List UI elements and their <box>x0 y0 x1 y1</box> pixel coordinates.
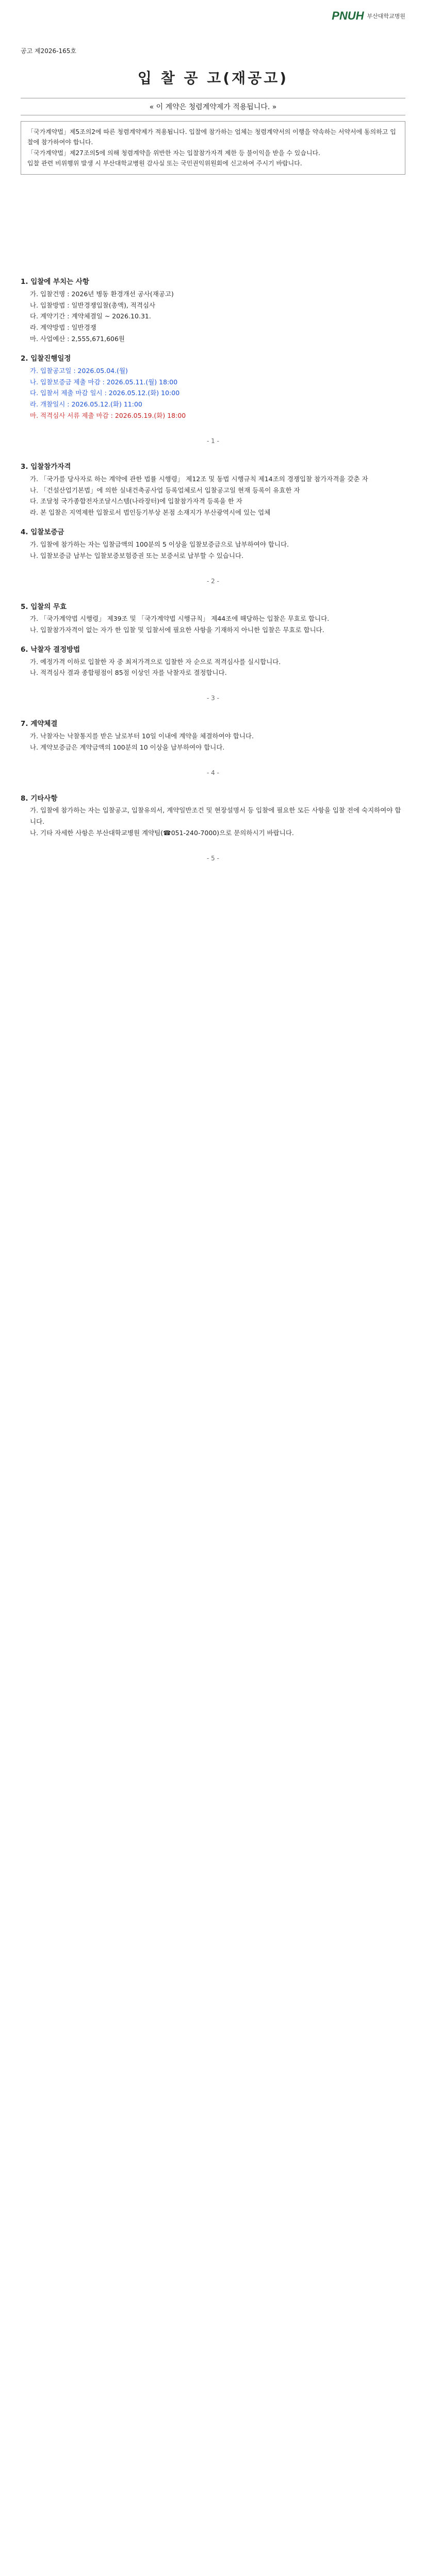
section-line: 다. 조달청 국가종합전자조달시스템(나라장터)에 입찰참가자격 등록을 한 자 <box>30 497 242 505</box>
notice-number: 공고 제2026-165호 <box>21 47 76 55</box>
section-line: 라. 계약방법 : 일반경쟁 <box>30 324 96 332</box>
section-line: 나. 적격심사 결과 종합평점이 85점 이상인 자를 낙찰자로 결정합니다. <box>30 669 227 677</box>
section <box>21 461 405 518</box>
section-line: 가. 「국가계약법 시행령」 제39조 및 「국가계약법 시행규칙」 제44조에 해당하는 입찰은 무효로 합니다. <box>30 615 330 623</box>
page-number: - 3 - <box>207 694 219 702</box>
document-body <box>21 268 405 878</box>
logo-text: 부산대학교병원 <box>367 13 405 20</box>
section-heading: 5. 입찰의 무효 <box>21 602 67 611</box>
section <box>21 644 405 679</box>
section-line: 가. 「국가를 당사자로 하는 계약에 관한 법률 시행령」 제12조 및 동법 시행규칙 제14조의 경쟁입찰 참가자격을 갖춘 자 <box>30 474 368 483</box>
section-heading: 7. 계약체결 <box>21 720 58 728</box>
section-line: 나. 입찰보증금 납부는 입찰보증보험증권 또는 보증서로 납부할 수 있습니다. <box>30 551 244 560</box>
logo-mark: PNUH <box>332 9 364 22</box>
section <box>21 793 405 839</box>
section <box>21 527 405 561</box>
page-number: - 2 - <box>207 577 219 585</box>
section-line: 나. 계약보증금은 계약금액의 100분의 10 이상을 납부하여야 합니다. <box>30 743 225 751</box>
section-heading: 1. 입찰에 부치는 사항 <box>21 278 89 286</box>
section-line: 나. 「건설산업기본법」에 의한 실내건축공사업 등록업체로서 입찰공고일 현재 등록이 유효한 자 <box>30 486 300 494</box>
document-title: 입 찰 공 고(재공고) <box>137 70 289 87</box>
section-line: 가. 낙찰자는 낙찰통지를 받은 날로부터 10일 이내에 계약을 체결하여야 합니다. <box>30 732 254 740</box>
section-line: 마. 사업예산 : 2,555,671,606원 <box>30 335 125 343</box>
section-line: 가. 입찰에 참가하는 자는 입찰공고, 입찰유의서, 계약일반조건 및 현장설명서 등 입찰에 필요한 모든 사항을 입찰 전에 숙지하여야 합니다. <box>30 806 401 826</box>
section <box>21 718 405 753</box>
section <box>21 601 405 636</box>
page-number: - 5 - <box>207 854 219 862</box>
page-number: - 4 - <box>207 769 219 776</box>
section-line: 가. 입찰공고일 : 2026.05.04.(월) <box>30 366 128 375</box>
section-heading: 3. 입찰참가자격 <box>21 463 71 471</box>
hospital-logo <box>332 9 405 23</box>
section-heading: 4. 입찰보증금 <box>21 528 64 537</box>
section-line: 나. 입찰방법 : 일반경쟁입찰(총액), 적격심사 <box>30 301 156 309</box>
section-line: 가. 입찰에 참가하는 자는 입찰금액의 100분의 5 이상을 입찰보증금으로 납부하여야 합니다. <box>30 540 289 548</box>
intro-line: 「국가계약법」제5조의2에 따른 청렴계약제가 적용됩니다. 입찰에 참가하는 업체는 청렴계약서의 이행을 약속하는 서약서에 동의하고 입찰에 참가하여야 합니다. <box>27 128 396 146</box>
section <box>21 353 405 421</box>
section-line: 나. 기타 자세한 사항은 부산대학교병원 계약팀(☎051-240-7000)으로 문의하시기 바랍니다. <box>30 829 294 837</box>
section <box>21 276 405 345</box>
intro-line: 「국가계약법」제27조의5에 의해 청렴계약을 위반한 자는 입찰참가자격 제한 등 불이익을 받을 수 있습니다. <box>27 149 320 157</box>
section-line: 다. 입찰서 제출 마감 일시 : 2026.05.12.(화) 10:00 <box>30 389 180 397</box>
section-line: 라. 개찰일시 : 2026.05.12.(화) 11:00 <box>30 400 142 409</box>
section-line: 라. 본 입찰은 지역제한 입찰로서 법인등기부상 본점 소재지가 부산광역시에 있는 업체 <box>30 509 271 517</box>
integrity-notice-box <box>21 121 405 175</box>
section-heading: 2. 입찰진행일정 <box>21 354 71 363</box>
page-number: - 1 - <box>207 437 219 445</box>
section-heading: 8. 기타사항 <box>21 794 58 803</box>
section-line: 나. 입찰보증금 제출 마감 : 2026.05.11.(월) 18:00 <box>30 378 178 386</box>
section-heading: 6. 낙찰자 결정방법 <box>21 645 80 654</box>
section-line: 다. 계약기간 : 계약체결일 ~ 2026.10.31. <box>30 312 151 320</box>
section-line: 나. 입찰참가자격이 없는 자가 한 입찰 및 입찰서에 필요한 사항을 기재하지 아니한 입찰은 무효로 합니다. <box>30 626 324 634</box>
section-line: 가. 입찰건명 : 2026년 병동 환경개선 공사(재공고) <box>30 290 174 298</box>
section-line: 마. 적격심사 서류 제출 마감 : 2026.05.19.(화) 18:00 <box>30 412 186 420</box>
section-line: 가. 예정가격 이하로 입찰한 자 중 최저가격으로 입찰한 자 순으로 적격심사를 실시합니다. <box>30 657 281 666</box>
document-subtitle: « 이 계약은 청렴계약제가 적용됩니다. » <box>21 98 405 115</box>
intro-line: 입찰 관련 비위행위 발생 시 부산대학교병원 감사실 또는 국민권익위원회에 신고하여 주시기 바랍니다. <box>27 160 302 167</box>
